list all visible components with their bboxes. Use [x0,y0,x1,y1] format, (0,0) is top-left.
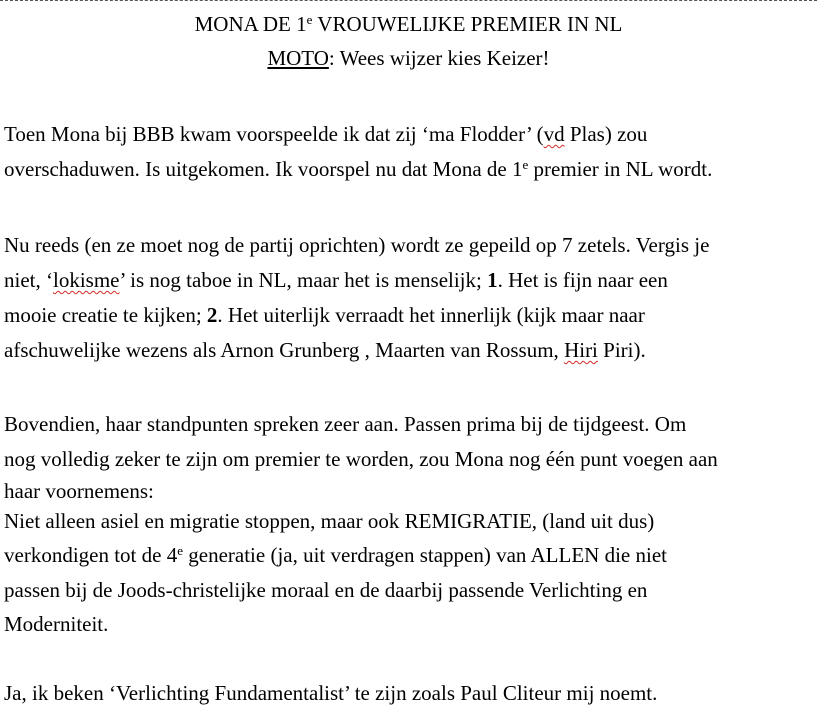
spelling-flag: Hiri [564,338,598,362]
paragraph-3-line-6: passen bij de Joods-christelijke moraal en de daarbij passende Verlichting en [4,578,648,602]
page-top-border [0,0,817,1]
paragraph-1-line-2: overschaduwen. Is uitgekomen. Ik voorspel nu dat Mona de 1e premier in NL wordt. [4,157,713,181]
paragraph-2-line-2: niet, ‘lokisme’ is nog taboe in NL, maar het is menselijk; 1. Het is fijn naar een [4,268,668,292]
paragraph-1-line-1: Toen Mona bij BBB kwam voorspeelde ik dat zij ‘ma Flodder’ (vd Plas) zou [4,122,648,146]
paragraph-3-line-4: Niet alleen asiel en migratie stoppen, maar ook REMIGRATIE, (land uit dus) [4,509,655,533]
paragraph-2-line-3: mooie creatie te kijken; 2. Het uiterlijk verraadt het innerlijk (kijk maar naar [4,303,645,327]
paragraph-3-line-3: haar voornemens: [4,479,154,503]
paragraph-2-line-1: Nu reeds (en ze moet nog de partij oprichten) wordt ze gepeild op 7 zetels. Vergis je [4,233,710,257]
motto-line: MOTO: Wees wijzer kies Keizer! [267,46,550,70]
paragraph-3-line-1: Bovendien, haar standpunten spreken zeer aan. Passen prima bij de tijdgeest. Om [4,412,687,436]
paragraph-3-line-5: verkondigen tot de 4e generatie (ja, uit verdragen stappen) van ALLEN die niet [4,543,667,567]
spelling-flag: vd [543,122,565,146]
paragraph-3-line-2: nog volledig zeker te zijn om premier te worden, zou Mona nog één punt voegen aan [4,447,718,471]
paragraph-3-line-7: Moderniteit. [4,612,109,636]
paragraph-2-line-4: afschuwelijke wezens als Arnon Grunberg , Maarten van Rossum, Hiri Piri). [4,338,646,362]
spelling-flag: lokisme [52,268,120,292]
document-title: MONA DE 1e VROUWELIJKE PREMIER IN NL [194,12,623,36]
paragraph-4-line-1: Ja, ik beken ‘Verlichting Fundamentalist’ te zijn zoals Paul Cliteur mij noemt. [4,681,658,705]
motto-label: MOTO [267,46,329,70]
